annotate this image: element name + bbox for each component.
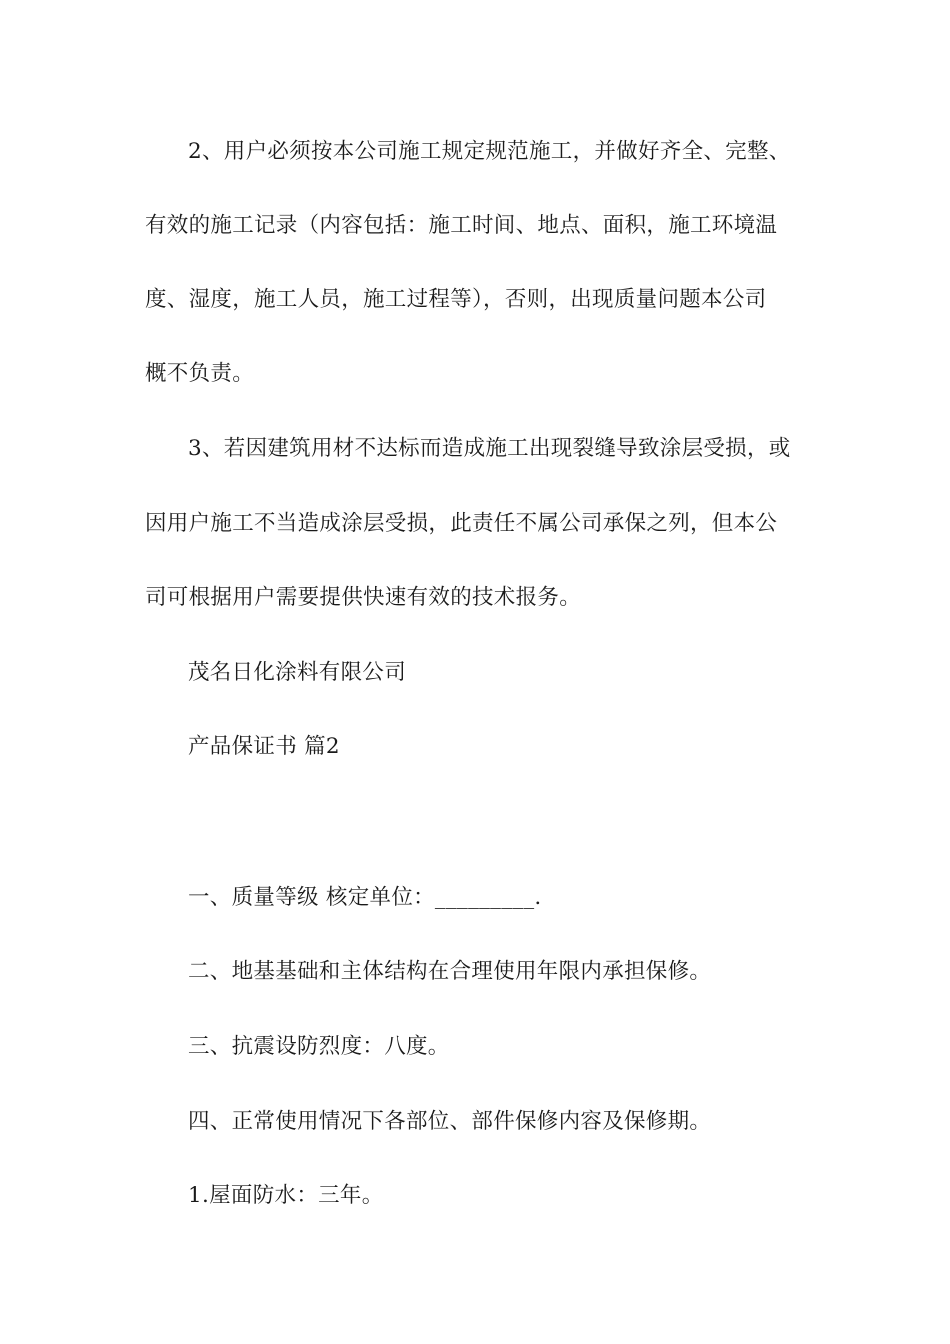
section-title: 产品保证书 篇2: [188, 734, 340, 759]
list-item-warranty-scope: 四、正常使用情况下各部位、部件保修内容及保修期。: [188, 1109, 712, 1134]
paragraph-3-line-2: 因用户施工不当造成涂层受损，此责任不属公司承保之列，但本公: [145, 511, 778, 536]
paragraph-2-line-2: 有效的施工记录（内容包括：施工时间、地点、面积，施工环境温: [145, 213, 778, 238]
paragraph-2-line-4: 概不负责。: [145, 361, 255, 386]
list-item-quality-grade: 一、质量等级 核定单位：_________.: [188, 885, 542, 910]
list-item-roof-waterproofing: 1.屋面防水：三年。: [188, 1183, 384, 1208]
company-name: 茂名日化涂料有限公司: [188, 660, 407, 685]
paragraph-2-line-1: 2、用户必须按本公司施工规定规范施工，并做好齐全、完整、: [188, 139, 791, 164]
paragraph-3-line-3: 司可根据用户需要提供快速有效的技术报务。: [145, 585, 582, 610]
paragraph-2-line-3: 度、湿度，施工人员，施工过程等），否则，出现质量问题本公司: [145, 287, 767, 312]
list-item-foundation: 二、地基基础和主体结构在合理使用年限内承担保修。: [188, 959, 712, 984]
paragraph-3-line-1: 3、若因建筑用材不达标而造成施工出现裂缝导致涂层受损，或: [188, 436, 791, 461]
list-item-seismic: 三、抗震设防烈度：八度。: [188, 1034, 450, 1059]
